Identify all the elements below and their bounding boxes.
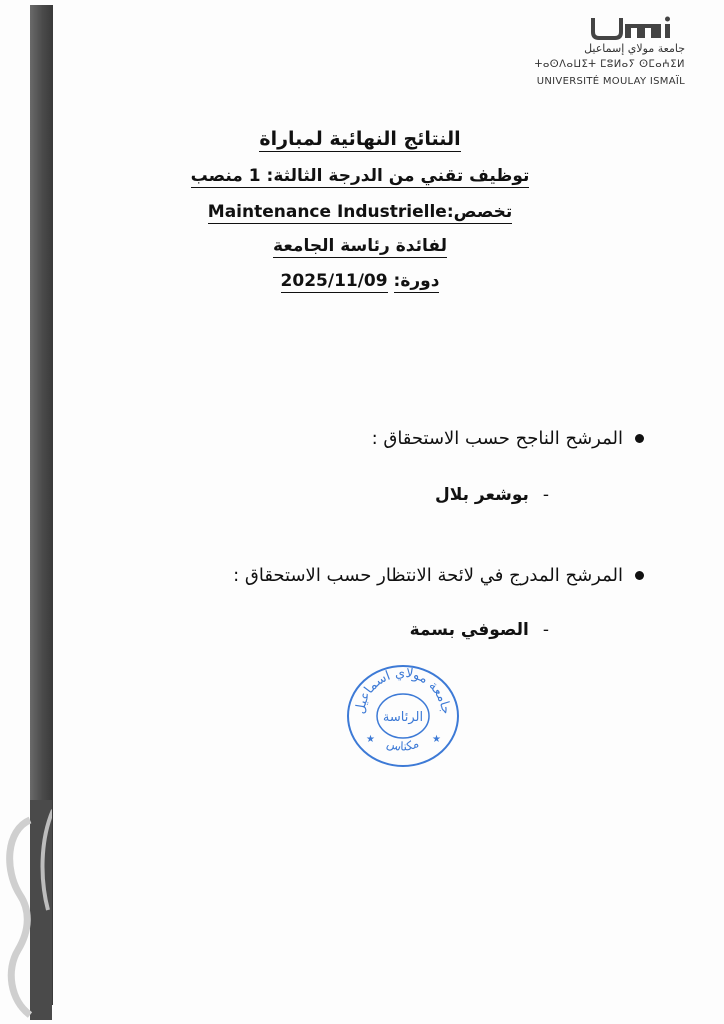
passed-candidate xyxy=(435,485,549,505)
specialty-value: Maintenance Industrielle xyxy=(207,202,447,222)
dash-marker: - xyxy=(542,620,549,640)
waitlist-candidate-name: الصوفي بسمة xyxy=(409,620,529,640)
passed-candidate-name: بوشعر بلال xyxy=(434,485,529,505)
session-label: دورة: xyxy=(393,271,440,291)
dash-marker: - xyxy=(542,485,549,505)
logo-arabic-name: جامعة مولاي إسماعيل xyxy=(584,42,685,55)
bullet-icon xyxy=(635,571,644,580)
band-ornament-icon xyxy=(0,800,52,1020)
beneficiary-text: لفائدة رئاسة الجامعة xyxy=(273,236,447,256)
beneficiary-line xyxy=(190,236,530,256)
official-stamp xyxy=(344,662,462,770)
passed-heading-text: المرشح الناجح حسب الاستحقاق : xyxy=(371,428,623,449)
umi-logo-icon xyxy=(589,16,675,40)
document-title-text: النتائج النهائية لمباراة xyxy=(259,128,461,150)
waitlist-heading xyxy=(233,565,644,586)
stamp-star-icon: ★ xyxy=(432,734,441,745)
document-title xyxy=(190,128,530,150)
session-date: 2025/11/09 xyxy=(280,271,388,291)
stamp-star-icon: ★ xyxy=(366,734,375,745)
logo-tifinagh-name: ⵜⴰⵙⴷⴰⵡⵉⵜ ⵎⵓⵍⴰⵢ ⵙⵎⴰⵄⵉⵍ xyxy=(534,59,685,70)
position-line xyxy=(190,166,530,186)
waitlist-heading-text: المرشح المدرج في لائحة الانتظار حسب الاستحقاق : xyxy=(233,565,623,586)
specialty-line xyxy=(190,202,530,222)
waitlist-candidate xyxy=(410,620,549,640)
stamp-center-text: الرئاسة xyxy=(382,710,424,725)
logo-french-name: UNIVERSITÉ MOULAY ISMAÏL xyxy=(536,76,685,87)
university-logo xyxy=(534,16,685,96)
position-line-text: توظيف تقني من الدرجة الثالثة: 1 منصب xyxy=(190,166,530,186)
session-line xyxy=(190,271,530,291)
stamp-bottom-text: مكناس xyxy=(385,736,422,755)
specialty-label: تخصص: xyxy=(446,202,513,222)
bullet-icon xyxy=(635,434,644,443)
stamp-ring-text: جامعة مولاي اسماعيل xyxy=(352,665,454,716)
passed-heading xyxy=(372,428,644,449)
